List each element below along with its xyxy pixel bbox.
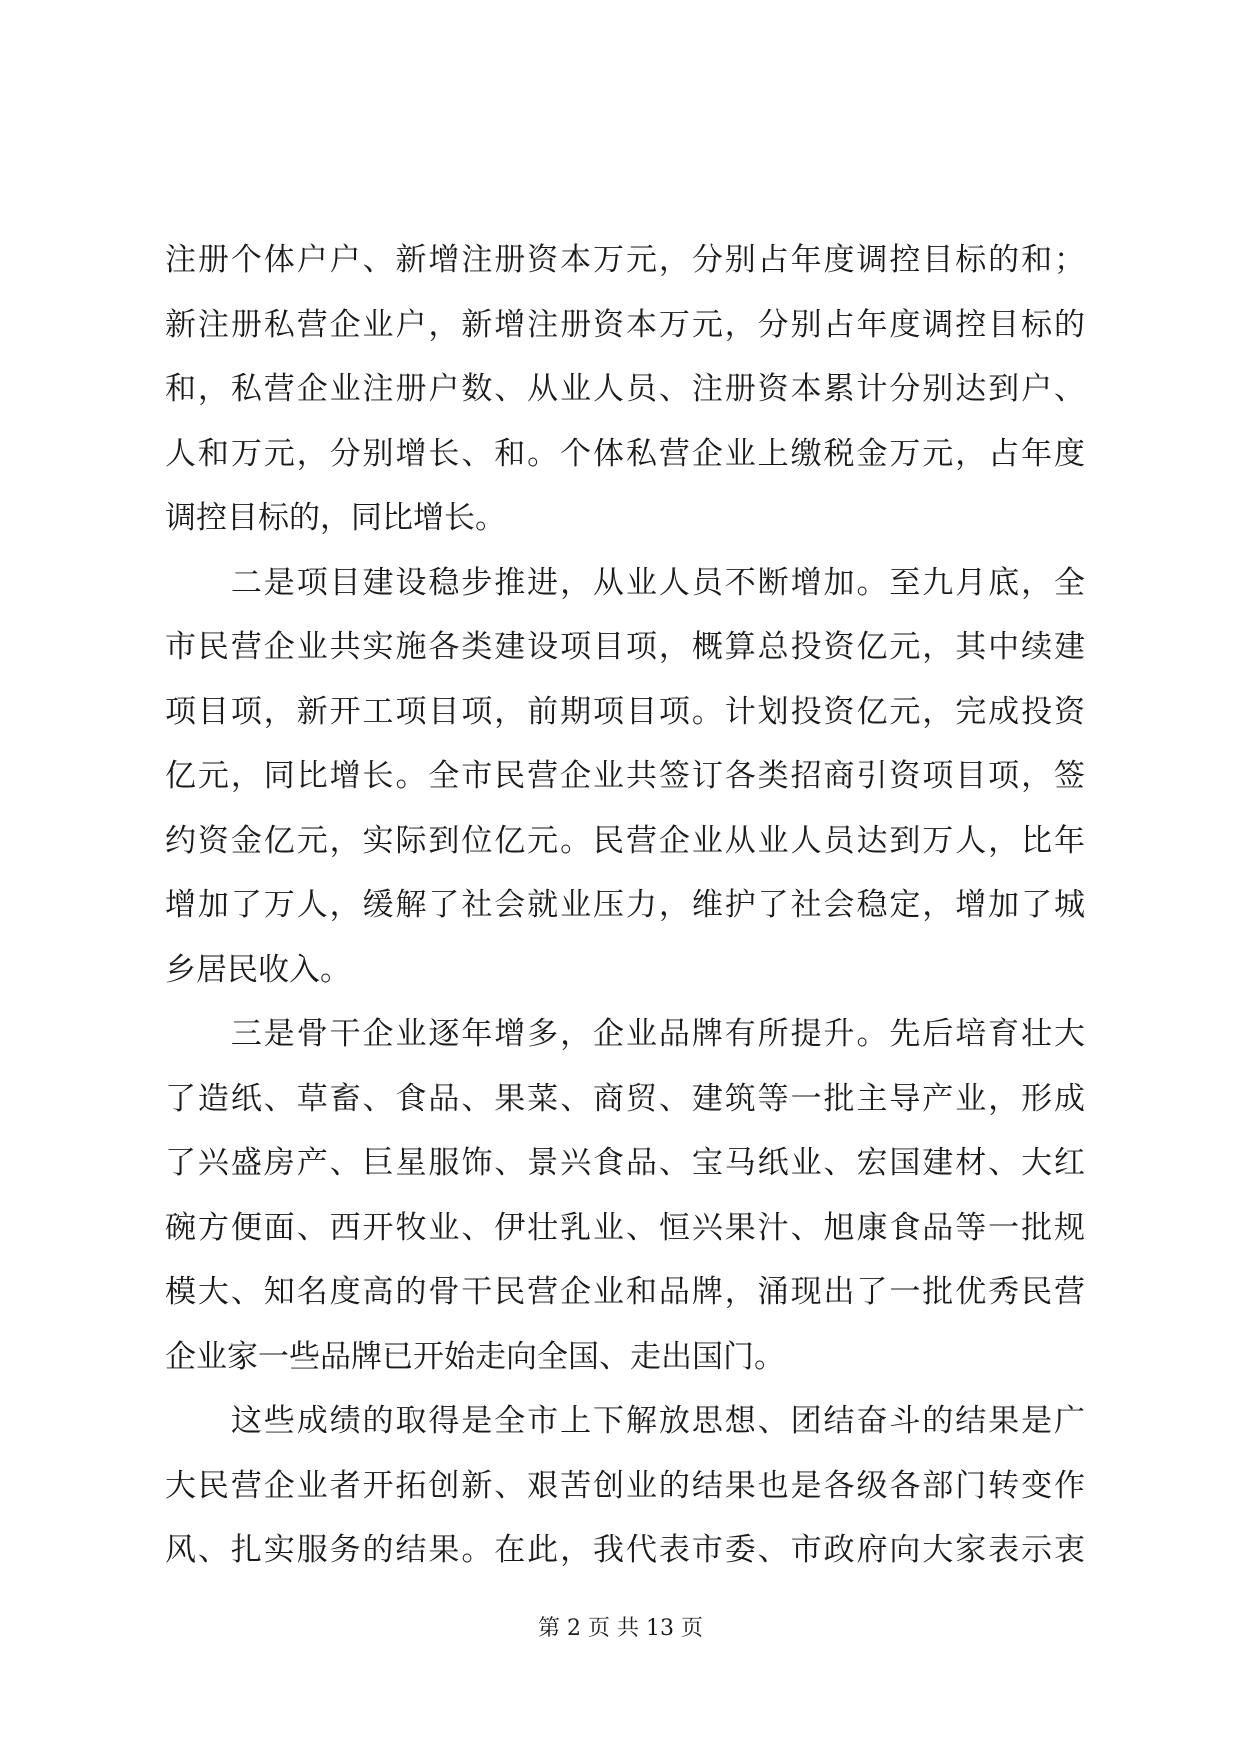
text-line: 三是骨干企业逐年增多，企业品牌有所提升。先后培育壮大 — [165, 1016, 1085, 1052]
text-line: 和，私营企业注册户数、从业人员、注册资本累计分别达到户、 — [165, 371, 1085, 407]
text-line: 调控目标的，同比增长。 — [165, 500, 506, 536]
page-number-footer: 第 2 页 共 13 页 — [538, 1616, 703, 1641]
body-text — [165, 228, 1085, 1583]
text-line: 增加了万人，缓解了社会就业压力，维护了社会稳定，增加了城 — [165, 887, 1085, 923]
text-line: 乡居民收入。 — [165, 951, 351, 988]
text-line: 风、扎实服务的结果。在此，我代表市委、市政府向大家表示衷 — [165, 1532, 1085, 1568]
text-line: 模大、知名度高的骨干民营企业和品牌，涌现出了一批优秀民营 — [165, 1274, 1085, 1310]
text-line: 二是项目建设稳步推进，从业人员不断增加。至九月底，全 — [165, 564, 1085, 601]
text-line: 项目项，新开工项目项，前期项目项。计划投资亿元，完成投资 — [165, 693, 1085, 730]
text-line: 碗方便面、西开牧业、伊壮乳业、恒兴果汁、旭康食品等一批规 — [165, 1209, 1085, 1246]
text-line: 了兴盛房产、巨星服饰、景兴食品、宝马纸业、宏国建材、大红 — [165, 1145, 1085, 1181]
text-line: 市民营企业共实施各类建设项目项，概算总投资亿元，其中续建 — [165, 629, 1085, 665]
text-line: 企业家一些品牌已开始走向全国、走出国门。 — [165, 1338, 785, 1375]
text-line: 人和万元，分别增长、和。个体私营企业上缴税金万元，占年度 — [165, 435, 1085, 472]
text-line: 了造纸、草畜、食品、果菜、商贸、建筑等一批主导产业，形成 — [165, 1080, 1085, 1117]
text-line: 约资金亿元，实际到位亿元。民营企业从业人员达到万人，比年 — [165, 822, 1085, 859]
text-line: 亿元，同比增长。全市民营企业共签订各类招商引资项目项，签 — [165, 758, 1085, 794]
text-line: 这些成绩的取得是全市上下解放思想、团结奋斗的结果是广 — [165, 1403, 1085, 1439]
text-line: 大民营企业者开拓创新、艰苦创业的结果也是各级各部门转变作 — [165, 1467, 1085, 1504]
text-line: 新注册私营企业户，新增注册资本万元，分别占年度调控目标的 — [165, 306, 1085, 343]
text-line: 注册个体户户、新增注册资本万元，分别占年度调控目标的和； — [165, 242, 1085, 278]
